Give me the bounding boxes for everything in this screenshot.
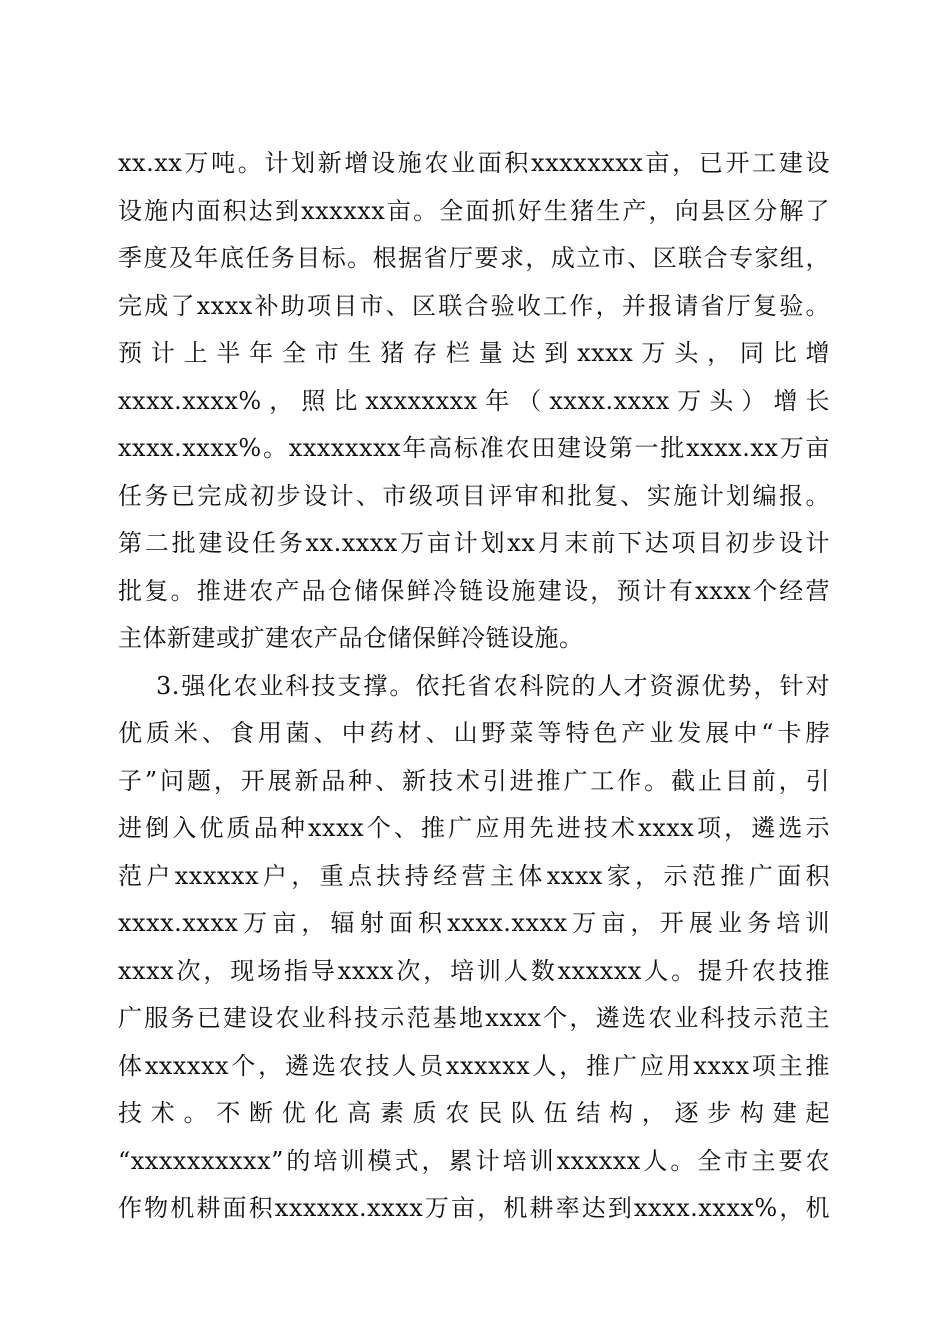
- text-line: 主体新建或扩建农产品仓储保鲜冷链设施。: [118, 624, 584, 652]
- text-line: 广服务已建设农业科技示范基地xxxx个，遴选农业科技示范主: [118, 1004, 830, 1032]
- text-line: 进倒入优质品种xxxx个、推广应用先进技术xxxx项，遴选示: [118, 814, 830, 842]
- text-line: xxxx次，现场指导xxxx次，培训人数xxxxxx人。提升农技推: [118, 956, 830, 985]
- text-line: xxxx.xxxx%，照比xxxxxxxx年（xxxx.xxxx万头）增长: [118, 386, 830, 415]
- text-line: 子”问题，开展新品种、新技术引进推广工作。截止目前，引: [118, 766, 830, 795]
- text-line: xxxx.xxxx%。xxxxxxxx年高标准农田建设第一批xxxx.xx万亩: [118, 434, 830, 462]
- text-line: 范户xxxxxx户，重点扶持经营主体xxxx家，示范推广面积: [118, 861, 830, 890]
- text-line: xxxx.xxxx万亩，辐射面积xxxx.xxxx万亩，开展业务培训: [118, 909, 830, 937]
- text-line: xx.xx万吨。计划新增设施农业面积xxxxxxxx亩，已开工建设: [118, 149, 830, 177]
- text-line: 第二批建设任务xx.xxxx万亩计划xx月末前下达项目初步设计: [118, 529, 830, 557]
- text-line: 季度及年底任务目标。根据省厅要求，成立市、区联合专家组，: [118, 244, 830, 272]
- body-text: [118, 140, 830, 1233]
- text-line: 设施内面积达到xxxxxx亩。全面抓好生猪生产，向县区分解了: [118, 196, 830, 225]
- text-line: “xxxxxxxxxx”的培训模式，累计培训xxxxxx人。全市主要农: [118, 1146, 830, 1175]
- text-line: 预计上半年全市生猪存栏量达到xxxx万头，同比增: [118, 339, 830, 367]
- paragraph-start-line: 3.强化农业科技支撑。依托省农科院的人才资源优势，针对: [156, 671, 830, 700]
- text-line: 优质米、食用菌、中药材、山野菜等特色产业发展中“卡脖: [118, 719, 830, 747]
- text-line: 技术。不断优化高素质农民队伍结构，逐步构建起: [118, 1099, 830, 1127]
- text-line: 完成了xxxx补助项目市、区联合验收工作，并报请省厅复验。: [118, 291, 830, 320]
- text-line: 体xxxxxx个，遴选农技人员xxxxxx人，推广应用xxxx项主推: [118, 1051, 830, 1080]
- text-line: 批复。推进农产品仓储保鲜冷链设施建设，预计有xxxx个经营: [118, 576, 830, 605]
- text-line: 任务已完成初步设计、市级项目评审和批复、实施计划编报。: [118, 481, 830, 510]
- text-line: 作物机耕面积xxxxxx.xxxx万亩，机耕率达到xxxx.xxxx%，机: [118, 1194, 830, 1222]
